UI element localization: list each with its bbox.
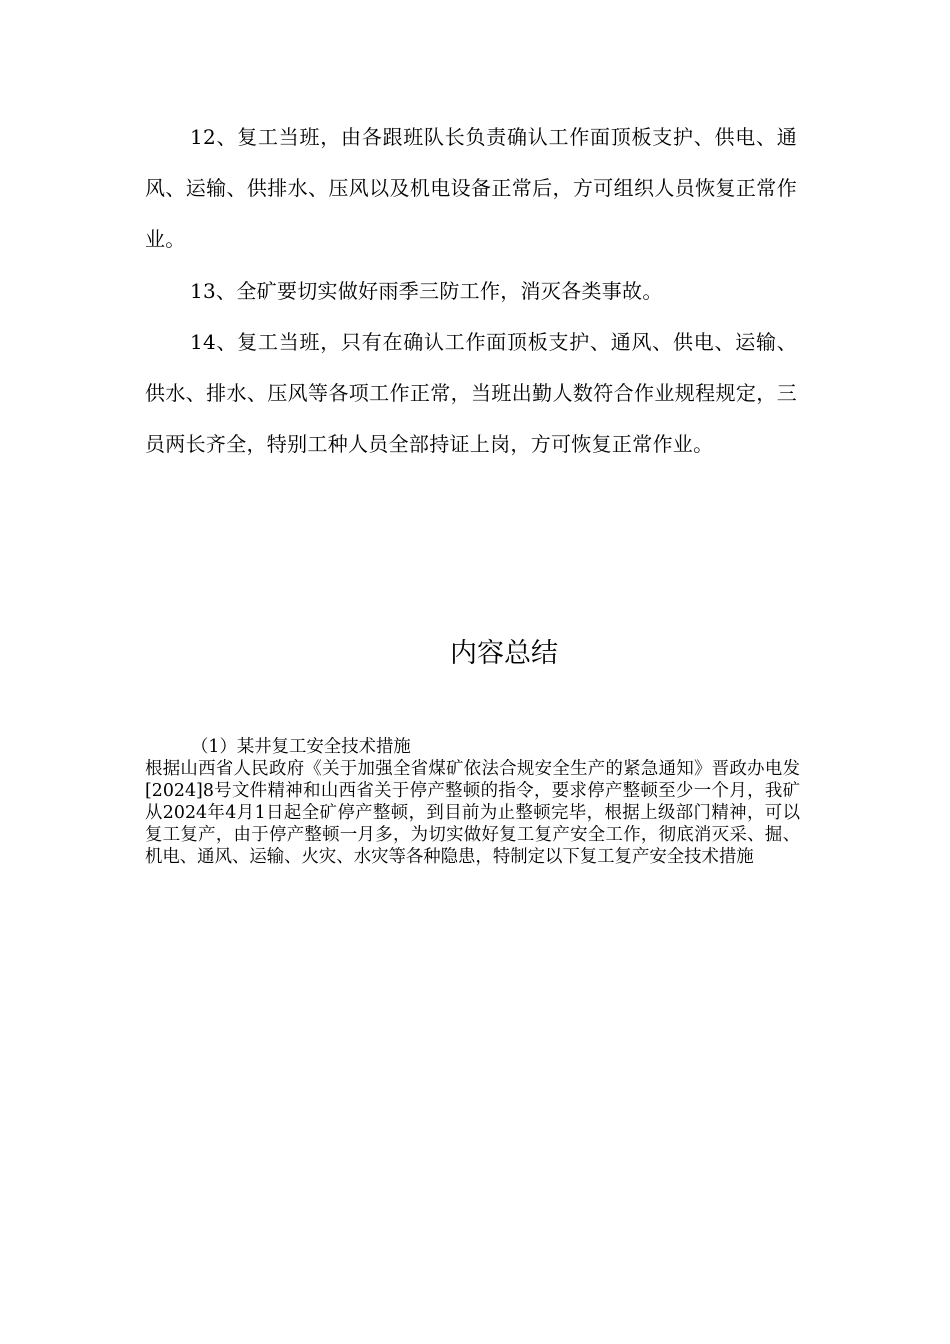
paragraph-item-13: 13、全矿要切实做好雨季三防工作，消灭各类事故。 — [190, 279, 663, 303]
summary-block — [145, 736, 800, 868]
summary-heading: 内容总结 — [450, 638, 558, 669]
summary-body: 根据山西省人民政府《关于加强全省煤矿依法合规安全生产的紧急通知》晋政办电发[2024]8号文件精神和山西省关于停产整顿的指令，要求停产整顿至少一个月，我矿从2024年4月1日起全矿停产整顿，到目前为止整顿完毕，根据上级部门精神，可以复工复产，由于停产整顿一月多，为切实做好复工复产安全工作，彻底消灭采、掘、机电、通风、运输、火灾、水灾等各种隐患，特制定以下复工复产安全技术措施 — [145, 759, 800, 867]
paragraph-item-14: 14、复工当班，只有在确认工作面顶板支护、通风、供电、运输、供水、排水、压风等各项工作正常，当班出勤人数符合作业规程规定，三员两长齐全，特别工种人员全部持证上岗，方可恢复正常作业。 — [145, 330, 797, 456]
summary-item-title: （1）某井复工安全技术措施 — [191, 737, 411, 757]
paragraph-item-12: 12、复工当班，由各跟班队长负责确认工作面顶板支护、供电、通风、运输、供排水、压风以及机电设备正常后，方可组织人员恢复正常作业。 — [145, 125, 797, 251]
